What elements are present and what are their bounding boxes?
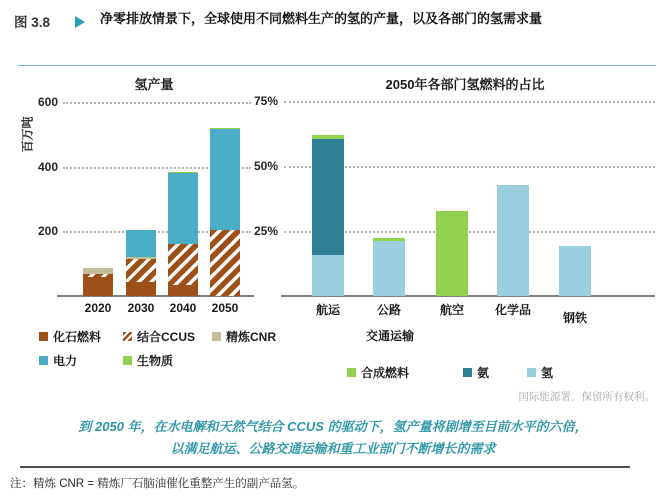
chart-title: 氢产量 bbox=[134, 77, 174, 92]
x-category-label: 2050 bbox=[211, 301, 239, 315]
legend-item bbox=[39, 328, 101, 345]
bar-segment bbox=[373, 238, 405, 241]
legend-item bbox=[347, 364, 409, 381]
legend-label: 氨 bbox=[477, 366, 490, 380]
figure-title: 净零排放情景下，全球使用不同燃料生产的氢的产量，以及各部门的氢需求量 bbox=[100, 11, 543, 26]
bar-segment bbox=[312, 139, 344, 256]
callout-line-2: 以满足航运、公路交通运输和重工业部门不断增长的需求 bbox=[170, 441, 496, 456]
legend-label: 电力 bbox=[53, 354, 78, 368]
x-axis-group-label: 交通运输 bbox=[365, 329, 414, 343]
legend-swatch bbox=[463, 368, 472, 377]
legend-item bbox=[123, 328, 195, 345]
footnote: 注：精炼 CNR = 精炼厂石脑油催化重整产生的副产品氢。 bbox=[10, 478, 305, 490]
y-axis-title: 百万吨 bbox=[20, 116, 35, 153]
bar-segment bbox=[126, 282, 156, 296]
x-category-label: 航空 bbox=[439, 303, 464, 317]
y-tick-label: 75% bbox=[253, 94, 278, 109]
legend-label: 生物质 bbox=[137, 354, 174, 368]
bar-segment bbox=[210, 129, 240, 230]
legend-item bbox=[212, 328, 276, 345]
figure-number: 图 3.8 bbox=[14, 15, 51, 30]
chart-gridline bbox=[63, 102, 251, 104]
chart-title: 2050年各部门氢燃料的占比 bbox=[385, 77, 545, 92]
legend-item bbox=[527, 364, 553, 381]
legend-swatch bbox=[39, 356, 48, 365]
legend-label: 化石燃料 bbox=[53, 330, 102, 344]
bar-segment bbox=[126, 230, 156, 257]
legend-label: 精炼CNR bbox=[226, 330, 276, 344]
x-category-label: 公路 bbox=[376, 303, 401, 317]
x-category-label: 2040 bbox=[169, 301, 197, 315]
legend-swatch bbox=[212, 332, 221, 341]
legend-swatch bbox=[123, 356, 132, 365]
copyright-text: 国际能源署。保留所有权利。 bbox=[518, 391, 655, 403]
bar-segment bbox=[168, 173, 198, 245]
callout-line-1: 到 2050 年，在水电解和天然气结合 CCUS 的驱动下，氢产量将剧增至目前水平的六倍， bbox=[78, 419, 588, 434]
chart-gridline bbox=[284, 101, 655, 103]
legend-item bbox=[463, 364, 489, 381]
y-tick-label: 50% bbox=[253, 159, 278, 173]
bar-segment bbox=[373, 241, 405, 297]
legend-swatch bbox=[347, 368, 356, 377]
legend-swatch bbox=[123, 332, 132, 341]
legend-label: 合成燃料 bbox=[361, 366, 410, 380]
bar-segment bbox=[210, 230, 240, 296]
legend-item bbox=[123, 352, 173, 369]
bar-segment bbox=[559, 246, 591, 297]
x-category-label: 化学品 bbox=[494, 303, 531, 317]
bar-segment bbox=[168, 244, 198, 285]
divider-rule bbox=[20, 466, 630, 468]
bar-segment bbox=[497, 185, 529, 296]
bar-segment bbox=[83, 268, 113, 274]
y-tick-label: 400 bbox=[37, 159, 58, 174]
bar-segment bbox=[126, 257, 156, 259]
bar-segment bbox=[312, 255, 344, 296]
y-tick-label: 200 bbox=[37, 224, 58, 239]
x-category-label: 2020 bbox=[84, 301, 112, 315]
legend-label: 结合CCUS bbox=[137, 330, 196, 344]
bar-segment bbox=[83, 274, 113, 277]
bar-segment bbox=[210, 128, 240, 129]
bar-segment bbox=[126, 259, 156, 282]
bar-segment bbox=[168, 172, 198, 173]
y-tick-label: 25% bbox=[253, 223, 278, 238]
bar-segment bbox=[312, 135, 344, 139]
x-category-label: 钢铁 bbox=[562, 311, 587, 325]
bar-segment bbox=[168, 285, 198, 296]
y-tick-label: 600 bbox=[37, 95, 58, 110]
x-category-label: 航运 bbox=[315, 303, 340, 317]
legend-item bbox=[39, 352, 77, 369]
legend-label: 氢 bbox=[541, 366, 554, 380]
x-category-label: 2030 bbox=[127, 301, 155, 315]
bar-segment bbox=[83, 277, 113, 296]
legend-swatch bbox=[39, 332, 48, 341]
bar-segment bbox=[436, 211, 468, 296]
legend-swatch bbox=[527, 368, 536, 377]
